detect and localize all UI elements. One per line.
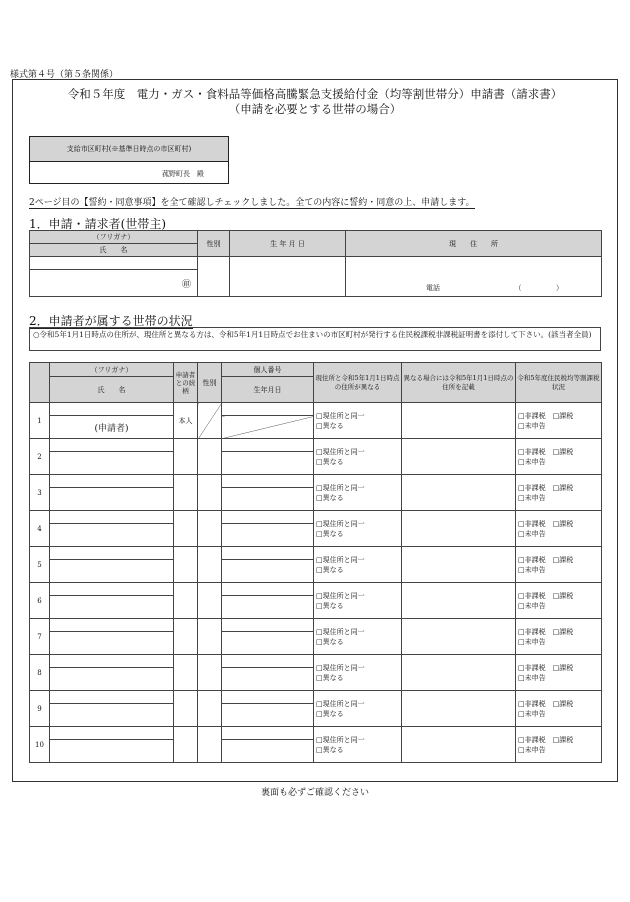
- phone-paren-open: （: [514, 284, 522, 292]
- checkbox-same-address[interactable]: □現住所と同一: [316, 663, 365, 672]
- checkbox-same-address[interactable]: □現住所と同一: [316, 627, 365, 636]
- municipality-header: 支給市区町村(※基準日時点の市区町村): [30, 137, 228, 162]
- row-number: 6: [30, 583, 50, 619]
- previous-address-input[interactable]: [402, 439, 516, 475]
- member-name-input[interactable]: (申請者): [50, 416, 174, 439]
- checkbox-not-declared[interactable]: □未申告: [518, 493, 546, 502]
- member-furigana-input[interactable]: [50, 619, 174, 632]
- table-row: [30, 547, 602, 560]
- table-row: [30, 619, 602, 632]
- checkbox-same-address[interactable]: □現住所と同一: [316, 447, 365, 456]
- checkbox-same-address[interactable]: □現住所と同一: [316, 591, 365, 600]
- personal-number-input[interactable]: [222, 583, 314, 596]
- member-relation[interactable]: [174, 691, 198, 727]
- addr-diff-check[interactable]: [314, 583, 402, 619]
- member-furigana-input[interactable]: [50, 655, 174, 668]
- addr-diff-check[interactable]: [314, 475, 402, 511]
- row-number: 2: [30, 439, 50, 475]
- member-relation[interactable]: 本人: [174, 403, 198, 439]
- member-gender-input[interactable]: [198, 547, 222, 583]
- furigana-input[interactable]: [30, 257, 198, 270]
- checkbox-different-address[interactable]: □異なる: [316, 457, 344, 466]
- checkbox-tax-status[interactable]: □非課税 □課税: [518, 411, 574, 420]
- checkbox-not-declared[interactable]: □未申告: [518, 565, 546, 574]
- member-birth-input[interactable]: [222, 596, 314, 619]
- member-birth-input[interactable]: [222, 668, 314, 691]
- member-birth-input[interactable]: [222, 632, 314, 655]
- member-gender-input[interactable]: [198, 403, 222, 439]
- member-birth-input[interactable]: [222, 452, 314, 475]
- member-furigana-header: （フリガナ）: [50, 363, 174, 377]
- addr-note-header: 異なる場合には令和5年1月1日時点の住所を記載: [402, 363, 516, 403]
- previous-address-input[interactable]: [402, 583, 516, 619]
- previous-address-input[interactable]: [402, 511, 516, 547]
- checkbox-tax-status[interactable]: □非課税 □課税: [518, 483, 574, 492]
- checkbox-tax-status[interactable]: □非課税 □課税: [518, 591, 574, 600]
- addr-diff-check[interactable]: [314, 547, 402, 583]
- tax-status-check[interactable]: [516, 403, 602, 439]
- checkbox-not-declared[interactable]: □未申告: [518, 637, 546, 646]
- checkbox-different-address[interactable]: □異なる: [316, 745, 344, 754]
- member-name-input[interactable]: [50, 632, 174, 655]
- relation-header: 申請者との続柄: [174, 363, 198, 403]
- member-name-input[interactable]: [50, 452, 174, 475]
- attachment-note: ○令和5年1月1日時点の住所が、現住所と異なる方は、令和5年1月1日時点でお住まいの市区町村が発行する住民税課税非課税証明書を添付して下さい。(該当者全員): [29, 327, 601, 351]
- tax-status-check[interactable]: [516, 547, 602, 583]
- checkbox-not-declared[interactable]: □未申告: [518, 673, 546, 682]
- checkbox-not-declared[interactable]: □未申告: [518, 601, 546, 610]
- table-row: [30, 691, 602, 704]
- row-number: 4: [30, 511, 50, 547]
- municipality-box[interactable]: [29, 136, 229, 184]
- member-name-input[interactable]: [50, 488, 174, 511]
- row-number: 3: [30, 475, 50, 511]
- member-name-header: 氏 名: [50, 377, 174, 403]
- tax-header: 令和5年度住民税均等割課税状況: [516, 363, 602, 403]
- member-birth-input[interactable]: [222, 416, 314, 439]
- member-gender-input[interactable]: [198, 475, 222, 511]
- previous-address-input[interactable]: [402, 475, 516, 511]
- row-number: 5: [30, 547, 50, 583]
- personal-number-input[interactable]: [222, 439, 314, 452]
- personal-number-input[interactable]: [222, 475, 314, 488]
- member-birth-input[interactable]: [222, 740, 314, 763]
- checkbox-different-address[interactable]: □異なる: [316, 709, 344, 718]
- checkbox-tax-status[interactable]: □非課税 □課税: [518, 519, 574, 528]
- previous-address-input[interactable]: [402, 619, 516, 655]
- gender-header: 性別: [198, 231, 230, 257]
- personal-number-input[interactable]: [222, 619, 314, 632]
- previous-address-input[interactable]: [402, 547, 516, 583]
- checkbox-different-address[interactable]: □異なる: [316, 421, 344, 430]
- name-header: 氏 名: [30, 244, 198, 257]
- household-table: [29, 362, 602, 763]
- checkbox-different-address[interactable]: □異なる: [316, 601, 344, 610]
- member-name-input[interactable]: [50, 704, 174, 727]
- addr-diff-check[interactable]: [314, 511, 402, 547]
- tax-status-check[interactable]: [516, 619, 602, 655]
- row-number: 8: [30, 655, 50, 691]
- tax-status-check[interactable]: [516, 691, 602, 727]
- form-subtitle: （申請を必要とする世帯の場合）: [228, 102, 402, 116]
- personal-number-input[interactable]: [222, 691, 314, 704]
- member-gender-input[interactable]: [198, 691, 222, 727]
- table-row: [30, 475, 602, 488]
- member-gender-header: 性別: [198, 363, 222, 403]
- checkbox-same-address[interactable]: □現住所と同一: [316, 519, 365, 528]
- confirmation-statement: 2ページ目の【誓約・同意事項】を全て確認しチェックしました。全ての内容に誓約・同意の上、申請します。: [29, 198, 475, 208]
- table-row: [30, 727, 602, 740]
- checkbox-not-declared[interactable]: □未申告: [518, 745, 546, 754]
- row-number: 7: [30, 619, 50, 655]
- personal-number-input[interactable]: [222, 403, 314, 416]
- tax-status-check[interactable]: [516, 511, 602, 547]
- member-relation[interactable]: [174, 475, 198, 511]
- personal-number-input[interactable]: [222, 727, 314, 740]
- member-relation[interactable]: [174, 583, 198, 619]
- member-relation[interactable]: [174, 655, 198, 691]
- addr-diff-check[interactable]: [314, 655, 402, 691]
- member-birth-input[interactable]: [222, 524, 314, 547]
- previous-address-input[interactable]: [402, 691, 516, 727]
- mayor-addressee: 菰野町長 殿: [162, 170, 204, 178]
- table-row: [30, 655, 602, 668]
- personal-no-header: 個人番号: [222, 363, 314, 377]
- member-gender-input[interactable]: [198, 583, 222, 619]
- checkbox-tax-status[interactable]: □非課税 □課税: [518, 663, 574, 672]
- member-furigana-input[interactable]: [50, 511, 174, 524]
- form-number: 様式第４号（第５条関係）: [10, 70, 119, 80]
- birth-input[interactable]: [230, 257, 346, 297]
- checkbox-tax-status[interactable]: □非課税 □課税: [518, 735, 574, 744]
- personal-number-input[interactable]: [222, 511, 314, 524]
- checkbox-different-address[interactable]: □異なる: [316, 529, 344, 538]
- addr-diff-header: 現住所と令和5年1月1日時点の住所が異なる: [314, 363, 402, 403]
- member-birth-header: 生年月日: [222, 377, 314, 403]
- checkbox-same-address[interactable]: □現住所と同一: [316, 735, 365, 744]
- checkbox-tax-status[interactable]: □非課税 □課税: [518, 447, 574, 456]
- gender-input[interactable]: [198, 257, 230, 297]
- member-gender-input[interactable]: [198, 727, 222, 763]
- applicant-table: [29, 230, 602, 297]
- tax-status-check[interactable]: [516, 475, 602, 511]
- no-header: [30, 363, 50, 403]
- checkbox-different-address[interactable]: □異なる: [316, 637, 344, 646]
- member-name-input[interactable]: [50, 524, 174, 547]
- address-input[interactable]: [346, 257, 602, 297]
- checkbox-not-declared[interactable]: □未申告: [518, 457, 546, 466]
- member-relation[interactable]: [174, 547, 198, 583]
- checkbox-not-declared[interactable]: □未申告: [518, 709, 546, 718]
- member-name-input[interactable]: [50, 596, 174, 619]
- addr-diff-check[interactable]: [314, 691, 402, 727]
- row-number: 10: [30, 727, 50, 763]
- birth-header: 生 年 月 日: [230, 231, 346, 257]
- member-relation[interactable]: [174, 727, 198, 763]
- row-number: 9: [30, 691, 50, 727]
- row-number: 1: [30, 403, 50, 439]
- checkbox-not-declared[interactable]: □未申告: [518, 529, 546, 538]
- checkbox-tax-status[interactable]: □非課税 □課税: [518, 555, 574, 564]
- member-furigana-input[interactable]: [50, 475, 174, 488]
- section1-heading: 1．申請・請求者(世帯主): [29, 217, 166, 231]
- checkbox-tax-status[interactable]: □非課税 □課税: [518, 627, 574, 636]
- table-row: [30, 583, 602, 596]
- previous-address-input[interactable]: [402, 727, 516, 763]
- tax-status-check[interactable]: [516, 727, 602, 763]
- member-name-input[interactable]: [50, 668, 174, 691]
- checkbox-tax-status[interactable]: □非課税 □課税: [518, 699, 574, 708]
- member-name-input[interactable]: [50, 740, 174, 763]
- member-gender-input[interactable]: [198, 655, 222, 691]
- table-row: [30, 511, 602, 524]
- member-birth-input[interactable]: [222, 560, 314, 583]
- name-input[interactable]: [30, 270, 198, 297]
- phone-paren-close: ）: [555, 284, 563, 292]
- tax-status-check[interactable]: [516, 439, 602, 475]
- address-header: 現 住 所: [346, 231, 602, 257]
- checkbox-same-address[interactable]: □現住所と同一: [316, 555, 365, 564]
- member-furigana-input[interactable]: [50, 727, 174, 740]
- checkbox-same-address[interactable]: □現住所と同一: [316, 699, 365, 708]
- checkbox-different-address[interactable]: □異なる: [316, 673, 344, 682]
- member-furigana-input[interactable]: [50, 403, 174, 416]
- checkbox-not-declared[interactable]: □未申告: [518, 421, 546, 430]
- member-furigana-input[interactable]: [50, 439, 174, 452]
- phone-label: 電話: [426, 284, 440, 292]
- checkbox-different-address[interactable]: □異なる: [316, 565, 344, 574]
- tax-status-check[interactable]: [516, 583, 602, 619]
- member-name-input[interactable]: [50, 560, 174, 583]
- footer-note: 裏面も必ずご確認ください: [260, 788, 369, 798]
- member-gender-input[interactable]: [198, 619, 222, 655]
- addr-diff-check[interactable]: [314, 439, 402, 475]
- section2-heading: 2．申請者が属する世帯の状況: [29, 314, 193, 328]
- addr-diff-check[interactable]: [314, 403, 402, 439]
- member-furigana-input[interactable]: [50, 691, 174, 704]
- addr-diff-check[interactable]: [314, 619, 402, 655]
- checkbox-same-address[interactable]: □現住所と同一: [316, 411, 365, 420]
- table-row: [30, 439, 602, 452]
- member-gender-input[interactable]: [198, 511, 222, 547]
- member-gender-input[interactable]: [198, 439, 222, 475]
- form-title: 令和５年度 電力・ガス・食料品等価格高騰緊急支援給付金（均等割世帯分）申請書（請求書）: [67, 87, 563, 101]
- member-relation[interactable]: [174, 439, 198, 475]
- member-furigana-input[interactable]: [50, 547, 174, 560]
- member-relation[interactable]: [174, 511, 198, 547]
- checkbox-different-address[interactable]: □異なる: [316, 493, 344, 502]
- member-birth-input[interactable]: [222, 704, 314, 727]
- seal-icon: ㊞: [181, 279, 191, 290]
- checkbox-same-address[interactable]: □現住所と同一: [316, 483, 365, 492]
- member-relation[interactable]: [174, 619, 198, 655]
- tax-status-check[interactable]: [516, 655, 602, 691]
- previous-address-input[interactable]: [402, 655, 516, 691]
- furigana-header: （フリガナ）: [30, 231, 198, 244]
- personal-number-input[interactable]: [222, 655, 314, 668]
- personal-number-input[interactable]: [222, 547, 314, 560]
- member-furigana-input[interactable]: [50, 583, 174, 596]
- addr-diff-check[interactable]: [314, 727, 402, 763]
- member-birth-input[interactable]: [222, 488, 314, 511]
- table-row: [30, 403, 602, 416]
- previous-address-input[interactable]: [402, 403, 516, 439]
